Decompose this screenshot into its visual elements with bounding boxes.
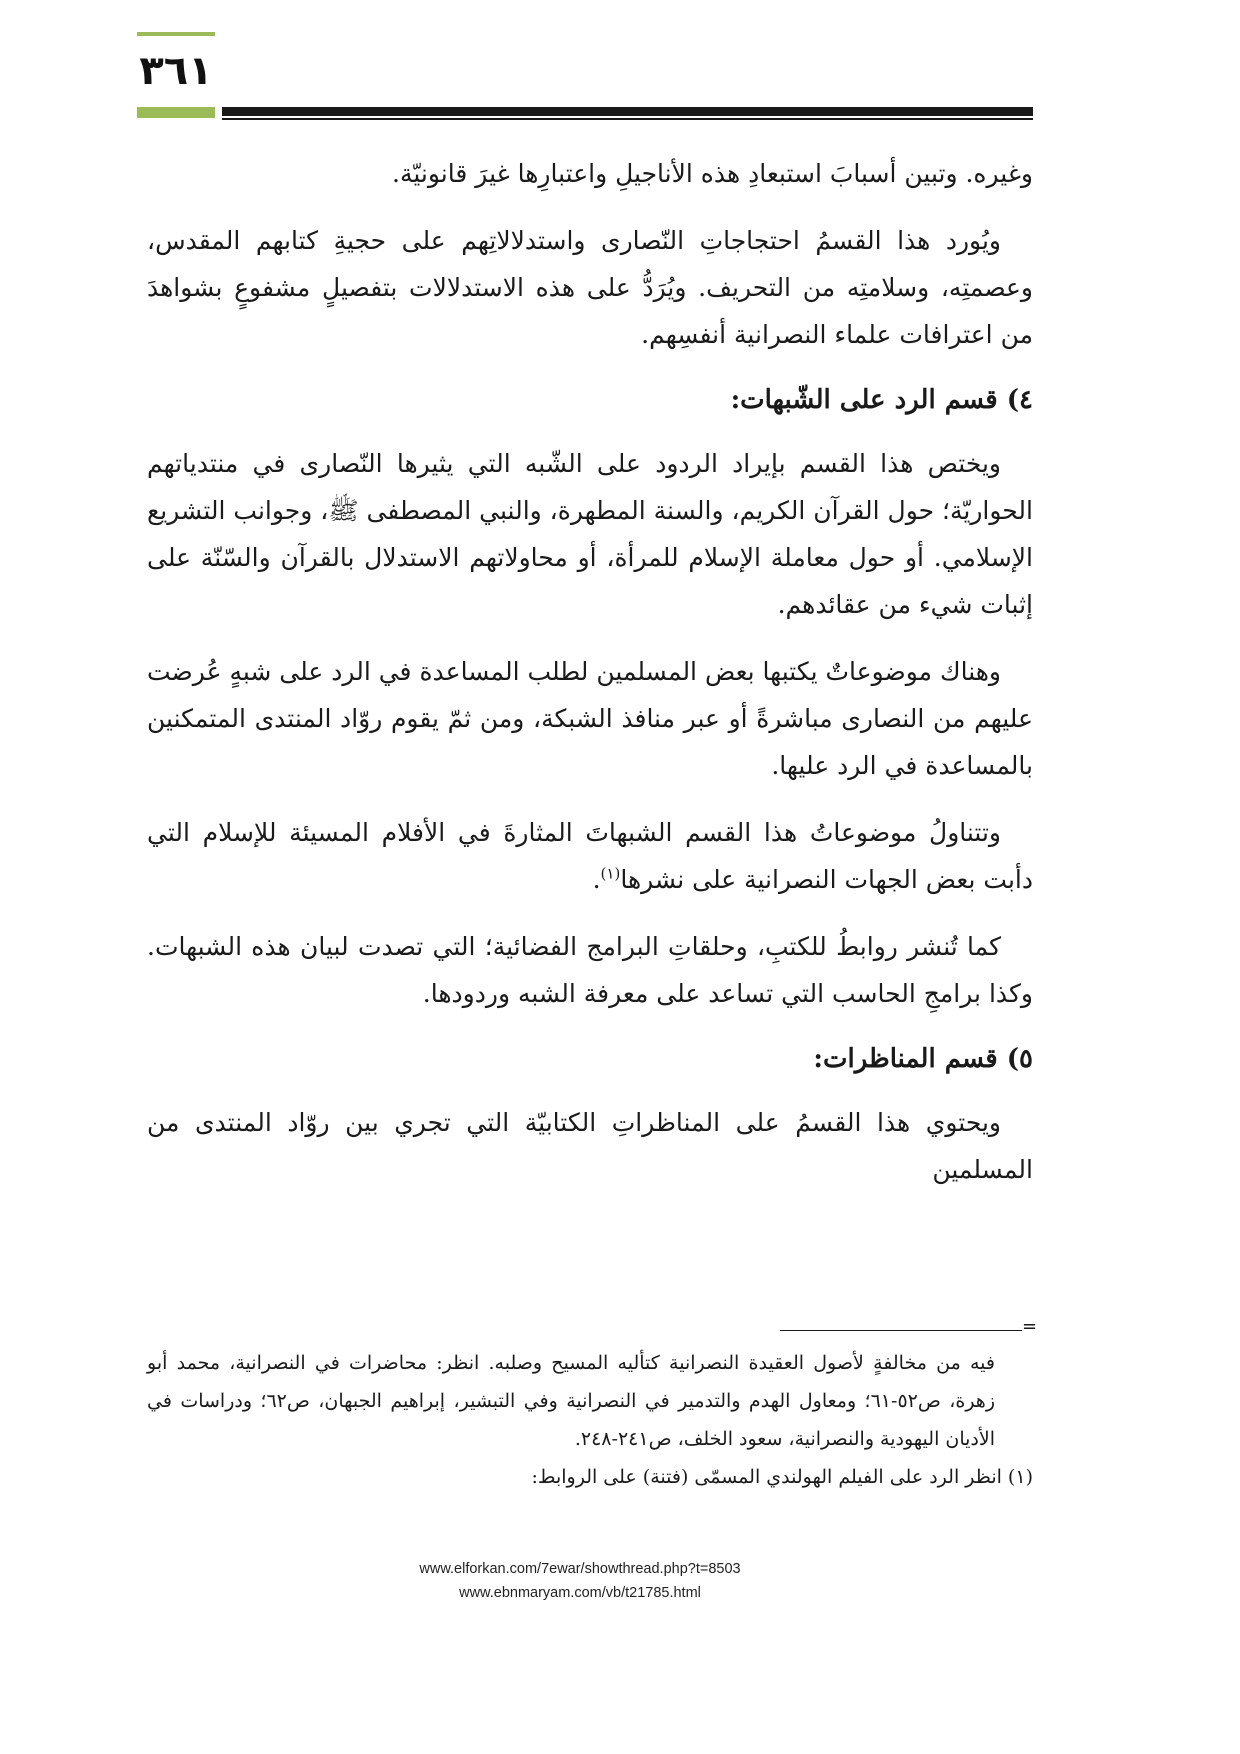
paragraph-1: وغيره. وتبين أسبابَ استبعادِ هذه الأناجيلِ واعتبارِها غيرَ قانونيّة.	[392, 159, 1033, 188]
paragraph-5-end: .	[592, 865, 601, 894]
footnote-1: (١) انظر الرد على الفيلم الهولندي المسمّى (فتنة) على الروابط:	[531, 1466, 1033, 1488]
page-number: ٣٦١	[139, 48, 213, 94]
paragraph-5	[147, 809, 1033, 903]
section-heading-5: ٥) قسم المناظرات:	[813, 1044, 1033, 1074]
footnote-continuation: فيه من مخالفةٍ لأصول العقيدة النصرانية كتأليه المسيح وصلبه. انظر: محاضرات في النصرانية، محمد أبو زهرة، ص٥٢-٦١؛ ومعاول الهدم والتدمير في النصرانية وفي التبشير، إبراهيم الجبهان، ص٦٢؛ ودراسات في الأديان اليهودية والنصرانية، سعود الخلف، ص٢٤١-٢٤٨.	[147, 1352, 995, 1450]
section-heading-4: ٤) قسم الرد على الشّبهات:	[730, 385, 1033, 415]
footnote-link-1[interactable]: www.elforkan.com/7ewar/showthread.php?t=8503	[419, 1561, 741, 1577]
header-rule-thick	[222, 107, 1033, 116]
main-text	[147, 150, 1033, 1213]
footnote-separator	[780, 1330, 1022, 1331]
footnote-ref-1[interactable]: (١)	[600, 864, 621, 883]
paragraph-6: كما تُنشر روابطُ للكتبِ، وحلقاتِ البرامج الفضائية؛ التي تصدت لبيان هذه الشبهات. وكذا برامجِ الحاسب التي تساعد على معرفة الشبه وردودها.	[147, 932, 1033, 1008]
header-accent-bar-top	[137, 32, 215, 36]
paragraph-5-text: وتتناولُ موضوعاتُ هذا القسم الشبهاتَ المثارةَ في الأفلام المسيئة للإسلام التي دأبت بعض الجهات النصرانية على نشرها	[147, 818, 1033, 894]
footnotes	[147, 1344, 1033, 1496]
paragraph-3: ويختص هذا القسم بإيراد الردود على الشّبه التي يثيرها النّصارى في منتدياتهم الحواريّة؛ حول القرآن الكريم، والسنة المطهرة، والنبي المصطفى ﷺ، وجوانب التشريع الإسلامي. أو حول معاملة الإسلام للمرأة، أو محاولاتهم الاستدلال بالقرآن والسّنّة على إثبات شيء من عقائدهم.	[147, 449, 1033, 619]
footnote-link-2[interactable]: www.ebnmaryam.com/vb/t21785.html	[459, 1585, 701, 1601]
paragraph-4: وهناك موضوعاتٌ يكتبها بعض المسلمين لطلب المساعدة في الرد على شبهٍ عُرضت عليهم من النصارى مباشرةً أو عبر منافذ الشبكة، ومن ثمّ يقوم روّاد المنتدى المتمكنين بالمساعدة في الرد عليها.	[147, 657, 1033, 780]
footnote-links	[350, 1557, 810, 1605]
footnote-continuation-mark: =	[1022, 1316, 1038, 1337]
paragraph-7: ويحتوي هذا القسمُ على المناظراتِ الكتابيّة التي تجري بين روّاد المنتدى من المسلمين	[147, 1108, 1033, 1184]
header-rule-thin	[222, 118, 1033, 120]
paragraph-2: ويُورد هذا القسمُ احتجاجاتِ النّصارى واستدلالاتِهم على حجيةِ كتابهم المقدس، وعصمتِه، وسلامتِه من التحريف. ويُرَدُّ على هذه الاستدلالات بتفصيلٍ مشفوعٍ بشواهدَ من اعترافات علماء النصرانية أنفسِهم.	[147, 226, 1033, 349]
header-accent-bar-bottom	[137, 107, 215, 118]
